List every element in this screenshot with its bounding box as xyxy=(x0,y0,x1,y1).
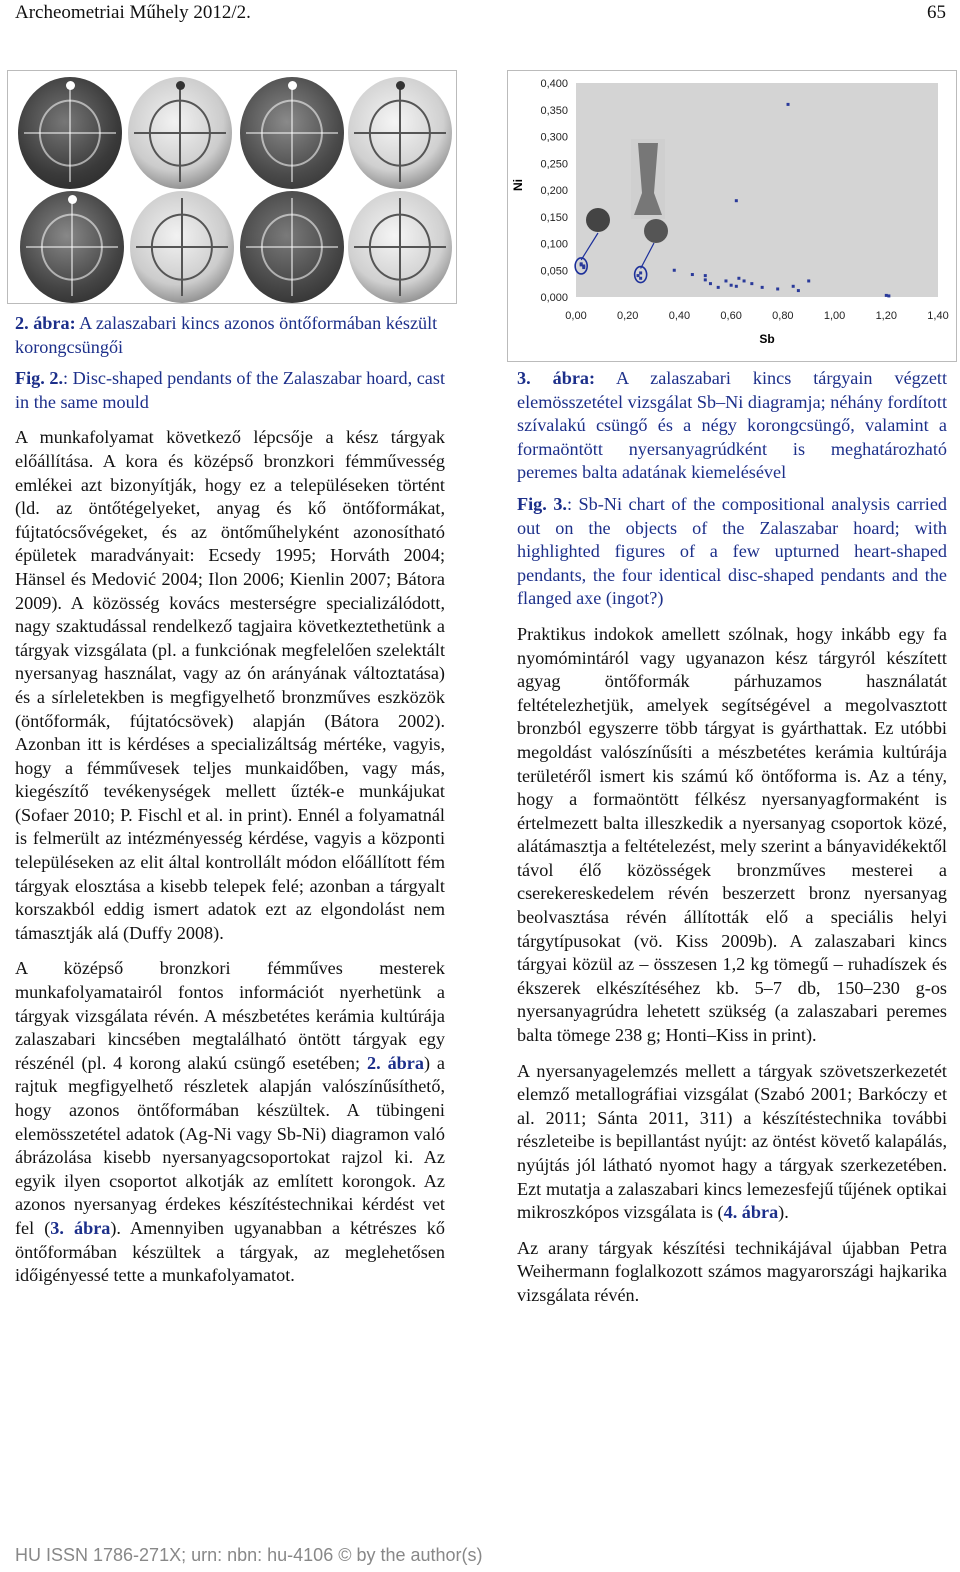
figure-3-label: 3. ábra: xyxy=(517,368,596,388)
page-number: 65 xyxy=(927,2,946,23)
y-axis-label: Ni xyxy=(511,179,525,191)
paragraph-text: ) a rajtuk megfigyelhető részletek alapján valószínűsíthető, hogy azonos öntőformában készültek. A tübingeni elemösszetétel adatok (Ag-Ni vagy Sb-Ni) diagramon való ábrázolása kisebb nyersanyagcsoportokat rajzol ki. Az egyik ilyen csoportot alkotják az említett korongok. Az azonos nyersanyag érdekes készítéstechnikai kérdést vet fel ( xyxy=(15,1052,446,1238)
data-point xyxy=(691,273,694,276)
data-point xyxy=(580,262,583,265)
paragraph: Praktikus indokok amellett szólnak, hogy inkább egy fa nyomómintáról vagy ugyanazon kész tárgyról készített agyag öntőformák párhuzamos használatát feltételezhetjük, amelyek segítségével a megolvasztott bronzból egyszerre több tárgyat is gyárthattak. Ez utóbbi megoldást valószínűsíti a mészbetétes kerámia kultúrája területéről ismert kis számú kő öntőforma is. Az a tény, hogy a formaöntött félkész nyersanyagformaként is értelmezett balta illeszkedik a nyersanyag csoportok közé, alátámasztja a feltételezést, mely szerint a bányavidékektől távol élő közösségek bronzműves mesterei a cserekereskedelem révén beszerzett bronz nyersanyag beolvasztása révén állították elő a speciális helyi tárgytípusokat (vö. Kiss 2009b). A zalaszabari kincs tárgyai közül az – összesen 1,2 kg tömegű – ruhadíszek és ékszerek elkészítéséhez kb. 5–7 db, 150–230 g-os nyersanyagrúdra lehetett szükség (a zalaszabari peremes balta tömege 238 g; Honti–Kiss in print). xyxy=(517,623,947,1046)
y-tick-label: 0,250 xyxy=(540,158,568,171)
paragraph xyxy=(15,957,445,1287)
paragraph: A munkafolyamat következő lépcsője a kész tárgyak előállítása. A kora és középső bronzkori fémművesség emlékei azt bizonyítják, hogy ez a településeken történt (ld. az öntőtégelyeket, anyag és kő öntőformákat, fújtatócsővégeket, és az öntőműhelyként azonosítható épületek maradványait: Ecsedy 1995; Horváth 2004; Hänsel és Medović 2004; Ilon 2006; Kienlin 2007; Bátora 2009). A közösség kovács mesterségre specializálódott, nagy szaktudással rendelkező tagjaira következtethetünk a tárgyak vizsgálata (pl. a funkciónak megfelelően szelektált nyersanyag használat, vagy az ón arányának változtatása) és a sírleletekben is megfigyelhető bronzműves eszközök (öntőformák, fújtatócsövek) alapján (Bátora 2002). Azonban itt is kérdéses a specializáltság mértéke, vagyis, hogy a fémművesek teljes munkaidőben, vagy más, kiegészítő tevékenységek mellett űzték-e munkájukat (Sofaer 2010; P. Fischl et al. in print). Ennél a folyamatnál is felmerült az intézményesség kérdése, vagyis a központi településeken az elit által kontrollált módon előállított fém tárgyak elosztása a kisebb telepek felé; azonban a tárgyalt korszakból eddig ismert adatok ezt az elgondolást nem támasztják alá (Duffy 2008). xyxy=(15,427,445,943)
figure-2-label: 2. ábra: xyxy=(15,313,76,333)
y-tick-label: 0,150 xyxy=(540,211,568,224)
journal-header: Archeometriai Műhely 2012/2. xyxy=(15,2,251,23)
y-tick-label: 0,200 xyxy=(540,185,568,197)
data-point xyxy=(743,279,746,282)
data-point xyxy=(776,287,779,290)
x-tick-label: 0,40 xyxy=(668,310,691,322)
data-point xyxy=(709,282,712,285)
heart-pendant-image xyxy=(586,208,610,232)
figure-3-label-en: Fig. 3. xyxy=(517,493,567,514)
plot-area xyxy=(576,83,938,297)
paragraph-text: ). xyxy=(778,1202,789,1223)
disc-pendant-image xyxy=(644,219,668,243)
figure-3-caption-text: A zalaszabari kincs tárgyain végzett elemösszetétel vizsgálat Sb–Ni diagramja; néhány fordított szívalakú csüngő és a négy korongcsüngő, valamint a formaöntött nyersanyagrúdként is meghatározható peremes balta adatának kiemelésével xyxy=(517,368,948,483)
data-point xyxy=(724,279,727,282)
data-point xyxy=(885,294,888,297)
figure-3-caption-en-text: : Sb-Ni chart of the compositional analysis carried out on the objects of the Zalaszabar hoard; with highlighted figures of a few upturned heart-shaped pendants, the four identical disc-shaped pendants and the flanged axe (ingot?) xyxy=(517,493,947,609)
paragraph-text: A nyersanyagelemzés mellett a tárgyak szövetszerkezetét elemző metallográfiai vizsgálat (Szabó 2001; Barkóczy et al. 2011; Sánta 2011, 311) a készítéstechnika további részleteibe is bepillantást nyújt: az öntést követő kalapálás, nyújtás jól látható nyomot hagy a tárgyak szerkezetében. Ezt mutatja a zalaszabari kincs lemezesfejű tűjének optikai mikroszkópos vizsgálata is ( xyxy=(517,1060,947,1223)
y-tick-label: 0,050 xyxy=(540,265,568,278)
paragraph-text: ). Amennyiben ugyanabban a kétrészes kő öntőformában készültek a tárgyak, az meglehetősen időigényessé tette a munkafolyamatot. xyxy=(15,1217,445,1286)
disc-pendant-image xyxy=(240,191,344,303)
y-tick-label: 0,400 xyxy=(540,78,568,90)
paragraph: Az arany tárgyak készítési technikájával újabban Petra Weihermann foglalkozott számos magyarországi hajkarika vizsgálata révén. xyxy=(517,1237,947,1305)
data-point xyxy=(750,282,753,285)
data-point xyxy=(639,271,642,274)
data-point xyxy=(797,289,800,292)
footer-issn: HU ISSN 1786-271X; urn: nbn: hu-4106 © by the author(s) xyxy=(15,1545,483,1565)
y-tick-label: 0,350 xyxy=(540,104,568,117)
disc-pendant-image xyxy=(130,191,234,303)
data-point xyxy=(887,294,890,297)
data-point xyxy=(717,286,720,289)
data-point xyxy=(761,286,764,289)
data-point xyxy=(792,285,795,288)
figure-2-label-en: Fig. 2. xyxy=(15,368,64,389)
x-tick-label: 1,20 xyxy=(875,310,897,322)
data-point xyxy=(737,277,740,280)
x-tick-label: 0,00 xyxy=(565,310,587,322)
figure-2-caption-text: A zalaszabari kincs azonos öntőformában készült korongcsüngői xyxy=(15,313,438,357)
figure-2-caption-en xyxy=(15,367,445,414)
x-tick-label: 1,40 xyxy=(927,310,949,322)
data-point xyxy=(730,284,733,287)
figure-2-caption-en-text: : Disc-shaped pendants of the Zalaszabar hoard, cast in the same mould xyxy=(15,368,445,412)
x-tick-label: 0,20 xyxy=(617,310,639,322)
paragraph-text: A középső bronzkori fémműves mesterek munkafolyamatairól fontos információt nyerhetünk a tárgyak vizsgálata révén. A mészbetétes kerámia kultúrája zalaszabari kincsében megtalálható öntött tárgyak egy részénél (pl. 4 korong alakú csüngő esetében; xyxy=(15,958,445,1073)
disc-pendant-image xyxy=(240,77,344,189)
figure-3-chart xyxy=(507,70,957,362)
y-tick-label: 0,100 xyxy=(540,238,568,251)
data-point xyxy=(807,279,810,282)
paragraph xyxy=(517,1060,947,1225)
data-point xyxy=(582,264,585,267)
disc-pendant-image xyxy=(348,77,452,189)
disc-pendant-image xyxy=(348,191,452,303)
data-point xyxy=(704,278,707,281)
figure-3-caption-hu xyxy=(517,367,947,485)
figure-2-caption-hu xyxy=(15,312,445,359)
figure-ref-link[interactable]: 2. ábra xyxy=(367,1052,424,1073)
figure-ref-link[interactable]: 4. ábra xyxy=(723,1202,779,1223)
x-tick-label: 1,00 xyxy=(823,310,846,322)
x-tick-label: 0,80 xyxy=(772,310,794,322)
data-point xyxy=(673,269,676,272)
data-point xyxy=(704,274,707,277)
x-axis-label: Sb xyxy=(759,332,775,346)
data-point xyxy=(735,199,738,202)
data-point xyxy=(787,103,790,106)
disc-pendant-image xyxy=(20,191,124,303)
right-column xyxy=(517,367,947,1308)
data-point xyxy=(639,277,642,280)
figure-2-caption xyxy=(15,312,445,1288)
y-tick-label: 0,000 xyxy=(540,292,568,304)
disc-pendant-image xyxy=(128,77,232,189)
data-point xyxy=(637,274,640,277)
figure-2-photo xyxy=(7,70,457,304)
data-point xyxy=(735,285,738,288)
figure-ref-link[interactable]: 3. ábra xyxy=(50,1217,111,1238)
x-tick-label: 0,60 xyxy=(720,310,742,322)
sb-ni-scatter-chart xyxy=(508,71,956,361)
figure-3-caption-en xyxy=(517,493,947,611)
y-tick-label: 0,300 xyxy=(540,131,568,144)
disc-pendant-image xyxy=(18,77,122,189)
